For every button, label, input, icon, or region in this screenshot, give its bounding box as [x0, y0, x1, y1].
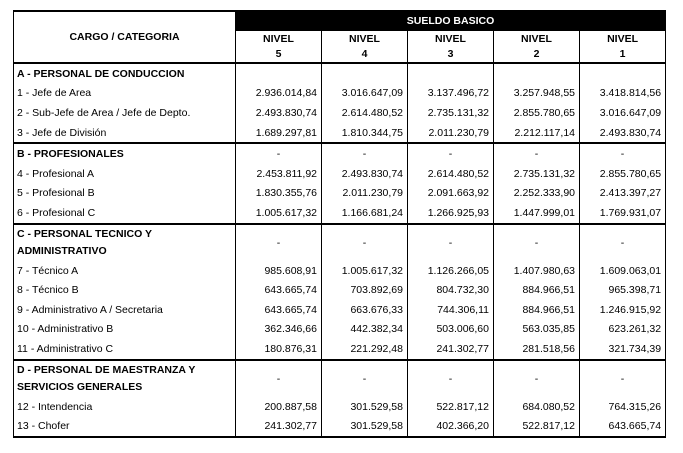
dash-cell: -: [494, 360, 580, 397]
value-cell: 522.817,12: [408, 397, 494, 417]
value-cell: 684.080,52: [494, 397, 580, 417]
dash-cell: -: [580, 360, 666, 397]
value-cell: 1.810.344,75: [322, 123, 408, 144]
value-cell: 2.614.480,52: [322, 103, 408, 123]
cargo-cell: 5 - Profesional B: [14, 184, 236, 204]
value-cell: 2.735.131,32: [494, 164, 580, 184]
value-cell: 3.016.647,09: [322, 84, 408, 104]
dash-cell: -: [494, 143, 580, 164]
cargo-cell: 8 - Técnico B: [14, 280, 236, 300]
value-cell: 2.936.014,84: [236, 84, 322, 104]
value-cell: 1.689.297,81: [236, 123, 322, 144]
value-cell: 804.732,30: [408, 280, 494, 300]
dash-cell: -: [494, 224, 580, 261]
section-title-line1: C - PERSONAL TECNICO Y: [17, 227, 152, 240]
section-title: [14, 224, 236, 261]
nivel-header: NIVEL: [580, 31, 666, 47]
value-cell: 503.006,60: [408, 320, 494, 340]
table-row: [14, 261, 666, 281]
value-cell: 764.315,26: [580, 397, 666, 417]
table-row: [14, 164, 666, 184]
nivel-number-2: 2: [494, 46, 580, 63]
cargo-cell: 12 - Intendencia: [14, 397, 236, 417]
value-cell: 884.966,51: [494, 300, 580, 320]
value-cell: 884.966,51: [494, 280, 580, 300]
dash-cell: -: [322, 143, 408, 164]
value-cell: 522.817,12: [494, 416, 580, 437]
value-cell: 2.493.830,74: [580, 123, 666, 144]
value-cell: 643.665,74: [236, 280, 322, 300]
value-cell: 965.398,71: [580, 280, 666, 300]
nivel-number-5: 5: [236, 46, 322, 63]
nivel-number-3: 3: [408, 46, 494, 63]
value-cell: 643.665,74: [580, 416, 666, 437]
section-title-line2: SERVICIOS GENERALES: [17, 380, 143, 393]
table-row: [14, 103, 666, 123]
value-cell: 643.665,74: [236, 300, 322, 320]
value-cell: 241.302,77: [236, 416, 322, 437]
value-cell: 3.418.814,56: [580, 84, 666, 104]
value-cell: 563.035,85: [494, 320, 580, 340]
sueldo-basico-header: SUELDO BASICO: [236, 11, 666, 31]
value-cell: 301.529,58: [322, 397, 408, 417]
value-cell: 321.734,39: [580, 339, 666, 360]
value-cell: 1.609.063,01: [580, 261, 666, 281]
cargo-cell: 13 - Chofer: [14, 416, 236, 437]
value-cell: 1.830.355,76: [236, 184, 322, 204]
cargo-column-header: CARGO / CATEGORIA: [14, 11, 236, 63]
value-cell: 623.261,32: [580, 320, 666, 340]
value-cell: 180.876,31: [236, 339, 322, 360]
salary-table: [13, 10, 666, 438]
value-cell: 1.266.925,93: [408, 203, 494, 224]
nivel-header: NIVEL: [408, 31, 494, 47]
cargo-cell: 4 - Profesional A: [14, 164, 236, 184]
table-row: [14, 300, 666, 320]
value-cell: 663.676,33: [322, 300, 408, 320]
section-title: [14, 360, 236, 397]
value-cell: 2.453.811,92: [236, 164, 322, 184]
section-c-header-row: [14, 224, 666, 261]
value-cell: 1.246.915,92: [580, 300, 666, 320]
value-cell: 362.346,66: [236, 320, 322, 340]
dash-cell: -: [322, 224, 408, 261]
cargo-cell: 1 - Jefe de Area: [14, 84, 236, 104]
value-cell: 2.735.131,32: [408, 103, 494, 123]
cargo-cell: 3 - Jefe de División: [14, 123, 236, 144]
value-cell: 1.447.999,01: [494, 203, 580, 224]
table-row: [14, 123, 666, 144]
value-cell: 703.892,69: [322, 280, 408, 300]
dash-cell: -: [322, 360, 408, 397]
value-cell: 221.292,48: [322, 339, 408, 360]
nivel-number-4: 4: [322, 46, 408, 63]
section-title: B - PROFESIONALES: [14, 143, 236, 164]
value-cell: 1.166.681,24: [322, 203, 408, 224]
value-cell: 985.608,91: [236, 261, 322, 281]
value-cell: 281.518,56: [494, 339, 580, 360]
table-row: [14, 416, 666, 437]
nivel-header: NIVEL: [494, 31, 580, 47]
table-row: [14, 203, 666, 224]
salary-table-container: [13, 10, 666, 438]
cargo-cell: 9 - Administrativo A / Secretaria: [14, 300, 236, 320]
value-cell: 2.212.117,14: [494, 123, 580, 144]
dash-cell: -: [236, 143, 322, 164]
nivel-number-1: 1: [580, 46, 666, 63]
value-cell: 241.302,77: [408, 339, 494, 360]
table-row: [14, 397, 666, 417]
value-cell: 744.306,11: [408, 300, 494, 320]
value-cell: 1.126.266,05: [408, 261, 494, 281]
dash-cell: -: [408, 224, 494, 261]
value-cell: 3.016.647,09: [580, 103, 666, 123]
value-cell: 2.252.333,90: [494, 184, 580, 204]
cargo-cell: 6 - Profesional C: [14, 203, 236, 224]
value-cell: 1.407.980,63: [494, 261, 580, 281]
dash-cell: -: [408, 360, 494, 397]
value-cell: 1.769.931,07: [580, 203, 666, 224]
value-cell: 2.011.230,79: [322, 184, 408, 204]
value-cell: 301.529,58: [322, 416, 408, 437]
section-d-header-row: [14, 360, 666, 397]
value-cell: 3.257.948,55: [494, 84, 580, 104]
nivel-header: NIVEL: [322, 31, 408, 47]
value-cell: 1.005.617,32: [322, 261, 408, 281]
dash-cell: -: [580, 143, 666, 164]
table-row: [14, 320, 666, 340]
value-cell: 3.137.496,72: [408, 84, 494, 104]
dash-cell: -: [236, 360, 322, 397]
value-cell: 2.855.780,65: [580, 164, 666, 184]
value-cell: 2.011.230,79: [408, 123, 494, 144]
value-cell: 1.005.617,32: [236, 203, 322, 224]
value-cell: 2.091.663,92: [408, 184, 494, 204]
value-cell: 2.855.780,65: [494, 103, 580, 123]
section-b-header-row: [14, 143, 666, 164]
section-title-line1: D - PERSONAL DE MAESTRANZA Y: [17, 363, 196, 376]
value-cell: 442.382,34: [322, 320, 408, 340]
table-row: [14, 184, 666, 204]
value-cell: 2.413.397,27: [580, 184, 666, 204]
cargo-cell: 7 - Técnico A: [14, 261, 236, 281]
cargo-cell: 11 - Administrativo C: [14, 339, 236, 360]
value-cell: 2.493.830,74: [322, 164, 408, 184]
table-row: [14, 339, 666, 360]
section-a-header-row: [14, 63, 666, 84]
section-title: A - PERSONAL DE CONDUCCION: [14, 63, 236, 84]
nivel-header: NIVEL: [236, 31, 322, 47]
value-cell: 2.614.480,52: [408, 164, 494, 184]
value-cell: 2.493.830,74: [236, 103, 322, 123]
cargo-cell: 2 - Sub-Jefe de Area / Jefe de Depto.: [14, 103, 236, 123]
value-cell: 200.887,58: [236, 397, 322, 417]
dash-cell: -: [580, 224, 666, 261]
dash-cell: -: [236, 224, 322, 261]
cargo-cell: 10 - Administrativo B: [14, 320, 236, 340]
dash-cell: -: [408, 143, 494, 164]
section-title-line2: ADMINISTRATIVO: [17, 244, 107, 257]
value-cell: 402.366,20: [408, 416, 494, 437]
table-row: [14, 280, 666, 300]
table-row: [14, 84, 666, 104]
